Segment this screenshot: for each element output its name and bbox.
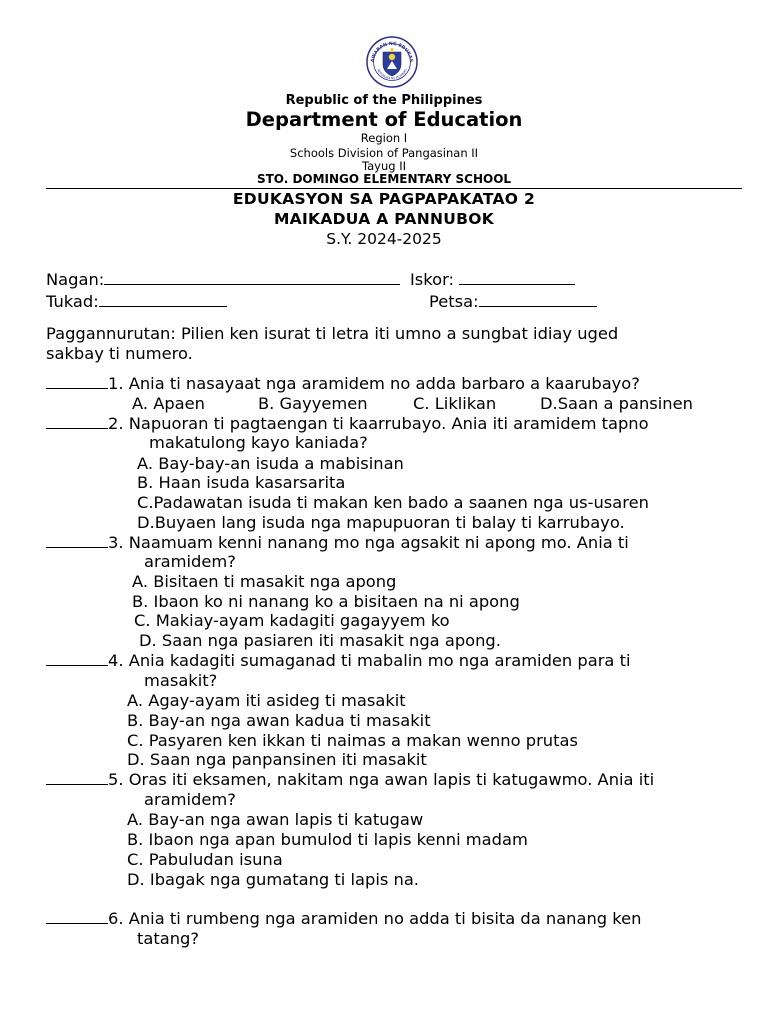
question-3 xyxy=(46,533,629,552)
answer-blank-3[interactable] xyxy=(46,533,108,548)
section-blank[interactable] xyxy=(99,292,227,307)
q4-option-a: A. Agay-ayam iti asideg ti masakit xyxy=(127,691,406,710)
header-divider xyxy=(46,188,742,189)
q4-option-c: C. Pasyaren ken ikkan ti naimas a makan wenno prutas xyxy=(127,731,578,750)
q5-option-b: B. Ibaon nga apan bumulod ti lapis kenni madam xyxy=(127,830,528,849)
answer-blank-4[interactable] xyxy=(46,651,108,666)
department-title: Department of Education xyxy=(245,108,523,131)
q1-option-b: B. Gayyemen xyxy=(258,394,368,413)
deped-seal xyxy=(366,36,418,88)
date-label: Petsa: xyxy=(429,292,479,311)
question-6-stem-2: tatang? xyxy=(137,929,200,948)
question-5-stem-1: 5. Oras iti eksamen, nakitam nga awan lapis ti katugawmo. Ania iti xyxy=(108,770,655,789)
q2-option-b: B. Haan isuda kasarsarita xyxy=(137,473,346,492)
q4-option-b: B. Bay-an nga awan kadua ti masakit xyxy=(127,711,431,730)
answer-blank-5[interactable] xyxy=(46,770,108,785)
seal-text-top: AWARAN NG EDUKAS xyxy=(370,41,414,63)
name-field[interactable] xyxy=(46,270,400,289)
answer-blank-1[interactable] xyxy=(46,374,108,389)
question-4-stem-1: 4. Ania kadagiti sumaganad ti mabalin mo nga aramiden para ti xyxy=(108,651,631,670)
q5-option-d: D. Ibagak nga gumatang ti lapis na. xyxy=(127,870,419,889)
q4-option-d: D. Saan nga panpansinen iti masakit xyxy=(127,750,427,769)
score-blank[interactable] xyxy=(459,270,575,285)
date-blank[interactable] xyxy=(479,292,597,307)
answer-blank-6[interactable] xyxy=(46,909,108,924)
q2-option-d: D.Buyaen lang isuda nga mapupuoran ti balay ti karrubayo. xyxy=(137,513,625,532)
score-field[interactable] xyxy=(410,270,575,289)
school-name: STO. DOMINGO ELEMENTARY SCHOOL xyxy=(256,172,512,186)
school-year: S.Y. 2024-2025 xyxy=(326,230,442,248)
name-label: Nagan: xyxy=(46,270,105,289)
instructions-line-2: sakbay ti numero. xyxy=(46,344,193,363)
q3-option-d: D. Saan nga pasiaren iti masakit nga apong. xyxy=(139,631,501,650)
question-6 xyxy=(46,909,642,928)
question-1 xyxy=(46,374,640,393)
exam-title: MAIKADUA A PANNUBOK xyxy=(273,210,495,228)
q3-option-a: A. Bisitaen ti masakit nga apong xyxy=(132,572,397,591)
question-4 xyxy=(46,651,631,670)
division-label: Schools Division of Pangasinan II xyxy=(289,146,479,160)
question-1-stem: 1. Ania ti nasayaat nga aramidem no adda barbaro a kaarubayo? xyxy=(108,374,640,393)
instructions-line-1: Paggannurutan: Pilien ken isurat ti letra iti umno a sungbat idiay uged xyxy=(46,324,619,343)
question-3-stem-2: aramidem? xyxy=(144,552,236,571)
score-label: Iskor: xyxy=(410,270,454,289)
district-label: Tayug II xyxy=(361,159,406,173)
question-5 xyxy=(46,770,654,789)
question-2-stem-1: 2. Napuoran ti pagtaengan ti kaarrubayo. Ania iti aramidem tapno xyxy=(108,414,649,433)
q1-option-c: C. Liklikan xyxy=(413,394,497,413)
question-5-stem-2: aramidem? xyxy=(144,790,236,809)
section-field[interactable] xyxy=(46,292,227,311)
q3-option-c: C. Makiay-ayam kadagiti gagayyem ko xyxy=(134,611,450,630)
q1-option-d: D.Saan a pansinen xyxy=(540,394,693,413)
question-2-stem-2: makatulong kayo kaniada? xyxy=(149,433,368,452)
q1-option-a: A. Apaen xyxy=(132,394,205,413)
question-6-stem-1: 6. Ania ti rumbeng nga aramiden no adda ti bisita da nanang ken xyxy=(108,909,642,928)
republic-label: Republic of the Philippines xyxy=(285,93,483,108)
q2-option-c: C.Padawatan isuda ti makan ken bado a saanen nga us-usaren xyxy=(137,493,649,512)
subject-title: EDUKASYON SA PAGPAPAKATAO 2 xyxy=(232,190,536,208)
seal-text-bottom: REPUBLIKA NG PILIPINAS xyxy=(376,68,408,81)
q5-option-c: C. Pabuludan isuna xyxy=(127,850,283,869)
q2-option-a: A. Bay-bay-an isuda a mabisinan xyxy=(137,454,404,473)
q3-option-b: B. Ibaon ko ni nanang ko a bisitaen na ni apong xyxy=(132,592,520,611)
name-blank[interactable] xyxy=(104,270,400,285)
question-2 xyxy=(46,414,649,433)
answer-blank-2[interactable] xyxy=(46,414,108,429)
question-3-stem-1: 3. Naamuam kenni nanang mo nga agsakit ni apong mo. Ania ti xyxy=(108,533,629,552)
region-label: Region I xyxy=(360,131,408,145)
section-label: Tukad: xyxy=(46,292,99,311)
q5-option-a: A. Bay-an nga awan lapis ti katugaw xyxy=(127,810,424,829)
question-4-stem-2: masakit? xyxy=(144,671,218,690)
date-field[interactable] xyxy=(429,292,597,311)
